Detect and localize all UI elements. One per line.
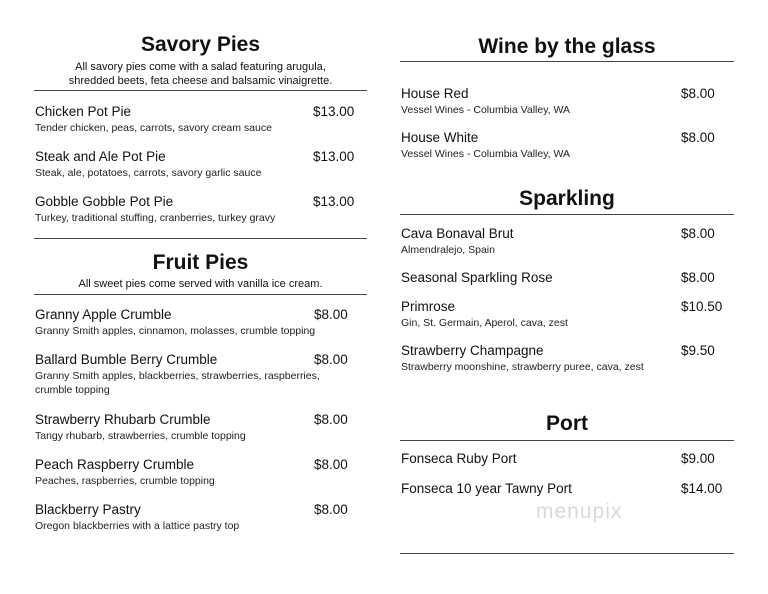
menu-item-price: $8.00 (314, 457, 348, 472)
menu-item-description: Oregon blackberries with a lattice pastry top (35, 520, 240, 532)
menu-item-price: $8.00 (314, 307, 348, 322)
section-divider (34, 238, 367, 239)
menu-item-name: Peach Raspberry Crumble (35, 457, 195, 472)
menu-item-description (35, 369, 320, 397)
menu-item-price: $8.00 (314, 502, 348, 517)
savory-pies-heading: Savory Pies (140, 33, 261, 56)
menu-item-name: Granny Apple Crumble (35, 307, 172, 322)
menu-item-name: Fonseca Ruby Port (401, 451, 517, 466)
menu-item-name: Chicken Pot Pie (35, 104, 132, 119)
port-rule (400, 440, 734, 441)
menu-item-price: $13.00 (313, 104, 355, 119)
port-heading: Port (546, 412, 588, 435)
fruit-pies-note: All sweet pies come served with vanilla ice cream. (78, 278, 323, 290)
menu-item-name: Primrose (401, 299, 456, 314)
bottom-rule (400, 553, 734, 554)
savory-pies-rule (34, 90, 367, 91)
menu-item-name: Strawberry Champagne (401, 343, 544, 358)
menu-item-price: $8.00 (681, 270, 715, 285)
menu-item-description: Peaches, raspberries, crumble topping (35, 475, 215, 487)
menu-item-name: Steak and Ale Pot Pie (35, 149, 166, 164)
menu-item-name: Cava Bonaval Brut (401, 226, 514, 241)
menu-item-price: $13.00 (313, 194, 355, 209)
menu-item-description-line1: Granny Smith apples, blackberries, strawberries, raspberries, (35, 370, 320, 382)
menu-item-name: House White (401, 130, 479, 145)
menu-item-price: $14.00 (681, 481, 723, 496)
wine-rule (400, 61, 734, 62)
menu-item-description: Steak, ale, potatoes, carrots, savory garlic sauce (35, 167, 262, 179)
menu-item-description: Almendralejo, Spain (401, 244, 495, 256)
menu-item-name: Ballard Bumble Berry Crumble (35, 352, 218, 367)
savory-pies-note-line2: shredded beets, feta cheese and balsamic vinaigrette. (68, 75, 333, 87)
menu-item-name: House Red (401, 86, 469, 101)
menu-item-description: Granny Smith apples, cinnamon, molasses, crumble topping (35, 325, 316, 337)
menu-item-description: Vessel Wines - Columbia Valley, WA (401, 104, 571, 116)
menu-item-name: Fonseca 10 year Tawny Port (401, 481, 572, 496)
menu-item-name: Blackberry Pastry (35, 502, 141, 517)
sparkling-rule (400, 214, 734, 215)
savory-pies-note (34, 60, 367, 88)
menu-item-price: $8.00 (314, 412, 348, 427)
menu-item-description-line2: crumble topping (35, 384, 110, 396)
menu-item-price: $9.50 (681, 343, 715, 358)
menu-item-description: Turkey, traditional stuffing, cranberries, turkey gravy (35, 212, 276, 224)
menu-item-price: $9.00 (681, 451, 715, 466)
menu-item-name: Strawberry Rhubarb Crumble (35, 412, 211, 427)
menu-item-price: $8.00 (681, 130, 715, 145)
menu-item-price: $8.00 (681, 86, 715, 101)
fruit-pies-rule (34, 294, 367, 295)
menu-item-description: Strawberry moonshine, strawberry puree, cava, zest (401, 361, 644, 373)
menu-item-price: $10.50 (681, 299, 723, 314)
menu-item-name: Seasonal Sparkling Rose (401, 270, 553, 285)
watermark-logo: menupix (536, 500, 623, 523)
menu-item-price: $8.00 (681, 226, 715, 241)
menu-item-description: Gin, St. Germain, Aperol, cava, zest (401, 317, 568, 329)
menu-item-name: Gobble Gobble Pot Pie (35, 194, 174, 209)
fruit-pies-heading: Fruit Pies (152, 251, 249, 274)
menu-item-description: Tender chicken, peas, carrots, savory cream sauce (35, 122, 272, 134)
savory-pies-note-line1: All savory pies come with a salad featuring arugula, (75, 61, 326, 73)
menu-item-price: $13.00 (313, 149, 355, 164)
menu-item-description: Vessel Wines - Columbia Valley, WA (401, 148, 571, 160)
menu-item-description: Tangy rhubarb, strawberries, crumble topping (35, 430, 246, 442)
sparkling-heading: Sparkling (519, 187, 615, 210)
menu-item-price: $8.00 (314, 352, 348, 367)
wine-heading: Wine by the glass (478, 35, 656, 58)
